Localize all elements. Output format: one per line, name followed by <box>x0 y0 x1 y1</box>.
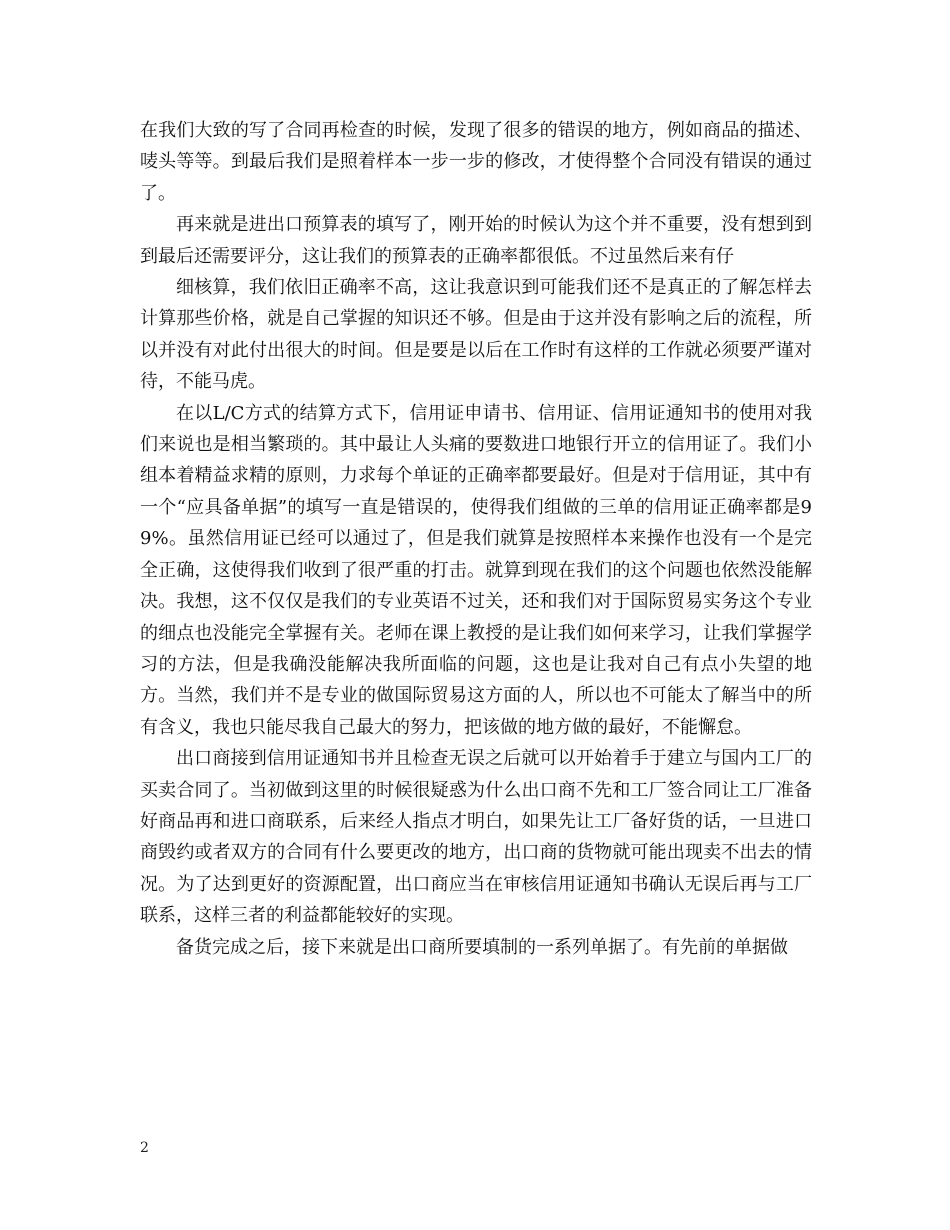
paragraph-2: 再来就是进出口预算表的填写了，刚开始的时候认为这个并不重要，没有想到到到最后还需要评分，这让我们的预算表的正确率都很低。不过虽然后来有仔 <box>140 214 812 267</box>
paragraph-1: 在我们大致的写了合同再检查的时候，发现了很多的错误的地方，例如商品的描述、唛头等等。到最后我们是照着样本一步一步的修改，才使得整个合同没有错误的通过了。 <box>140 120 812 204</box>
paragraph-4: 在以L/C方式的结算方式下，信用证申请书、信用证、信用证通知书的使用对我们来说也是相当繁琐的。其中最让人头痛的要数进口地银行开立的信用证了。我们小组本着精益求精的原则，力求每个单证的正确率都要最好。但是对于信用证，其中有一个“应具备单据”的填写一直是错误的，使得我们组做的三单的信用证正确率都是99%。虽然信用证已经可以通过了，但是我们就算是按照样本来操作也没有一个是完全正确，这使得我们收到了很严重的打击。就算到现在我们的这个问题也依然没能解决。我想，这不仅仅是我们的专业英语不过关，还和我们对于国际贸易实务这个专业的细点也没能完全掌握有关。老师在课上教授的是让我们如何来学习，让我们掌握学习的方法，但是我确没能解决我所面临的问题，这也是让我对自己有点小失望的地方。当然，我们并不是专业的做国际贸易这方面的人，所以也不可能太了解当中的所有含义，我也只能尽我自己最大的努力，把该做的地方做的最好，不能懈怠。 <box>140 402 812 738</box>
document-body <box>140 115 812 963</box>
paragraph-6: 备货完成之后，接下来就是出口商所要填制的一系列单据了。有先前的单据做 <box>176 936 788 958</box>
paragraph-3: 细核算，我们依旧正确率不高，这让我意识到可能我们还不是真正的了解怎样去计算那些价格，就是自己掌握的知识还不够。但是由于这并没有影响之后的流程，所以并没有对此付出很大的时间。但是要是以后在工作时有这样的工作就必须要严谨对待，不能马虎。 <box>140 277 812 393</box>
paragraph-5: 出口商接到信用证通知书并且检查无误之后就可以开始着手于建立与国内工厂的买卖合同了。当初做到这里的时候很疑惑为什么出口商不先和工厂签合同让工厂准备好商品再和进口商联系，后来经人指点才明白，如果先让工厂备好货的话，一旦进口商毁约或者双方的合同有什么要更改的地方，出口商的货物就可能出现卖不出去的情况。为了达到更好的资源配置，出口商应当在审核信用证通知书确认无误后再与工厂联系，这样三者的利益都能较好的实现。 <box>140 748 812 927</box>
page-number: 2 <box>140 1140 149 1156</box>
